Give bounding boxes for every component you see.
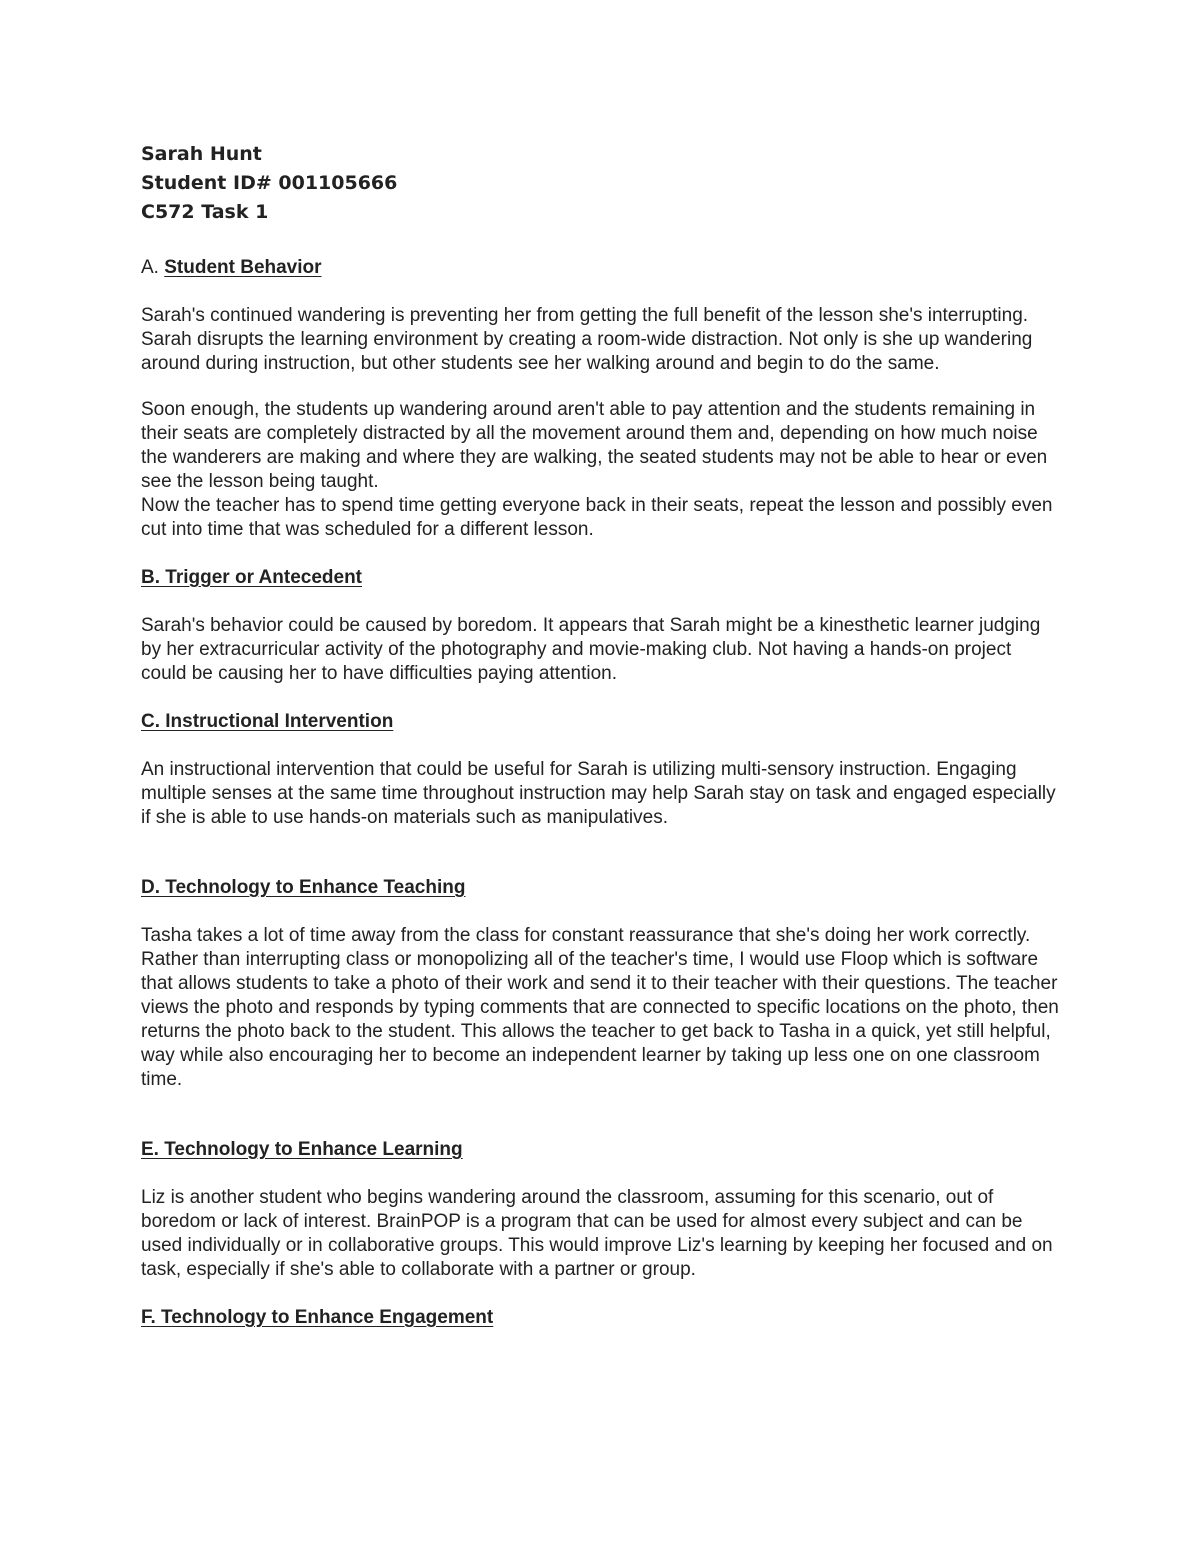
section-a-paragraph-3: Now the teacher has to spend time getting everyone back in their seats, repeat the lesson and possibly even cut into time that was scheduled for a different lesson. <box>141 495 1053 540</box>
section-a-paragraph-1: Sarah's continued wandering is preventing her from getting the full benefit of the lesson she's interrupting. Sarah disrupts the learning environment by creating a room-wide distraction. Not only is she up wandering around during instruction, but other students see her walking around and begin to do the same. <box>141 305 1033 374</box>
section-e-title: E. Technology to Enhance Learning <box>141 1139 463 1160</box>
section-f-heading <box>141 1306 1061 1330</box>
section-a-heading <box>141 256 1061 280</box>
section-f-title: F. Technology to Enhance Engagement <box>141 1307 494 1328</box>
section-e-heading <box>141 1138 1061 1162</box>
section-a-title: Student Behavior <box>164 257 322 278</box>
section-b-paragraph: Sarah's behavior could be caused by boredom. It appears that Sarah might be a kinesthetic learner judging by her extracurricular activity of the photography and movie-making club. Not having a hands-on project could be causing her to have difficulties paying attention. <box>141 615 1041 684</box>
section-d-heading <box>141 876 1061 900</box>
student-id: Student ID# 001105666 <box>141 172 398 194</box>
author-name: Sarah Hunt <box>141 143 262 165</box>
section-b-heading <box>141 566 1061 590</box>
section-d-paragraph: Tasha takes a lot of time away from the class for constant reassurance that she's doing her work correctly. Rather than interrupting class or monopolizing all of the teacher's time, I would use Floop which is software that allows students to take a photo of their work and send it to their teacher with their questions. The teacher views the photo and responds by typing comments that are connected to specific locations on the photo, then returns the photo back to the student. This allows the teacher to get back to Tasha in a quick, yet still helpful, way while also encouraging her to become an independent learner by taking up less one on one classroom time. <box>141 925 1059 1090</box>
section-c-title: C. Instructional Intervention <box>141 711 394 732</box>
document-header <box>141 140 1061 227</box>
section-b-title: B. Trigger or Antecedent <box>141 567 362 588</box>
section-a-paragraph-2: Soon enough, the students up wandering around aren't able to pay attention and the students remaining in their seats are completely distracted by all the movement around them and, depending on how much noise the wanderers are making and where they are walking, the seated students may not be able to hear or even see the lesson being taught. <box>141 399 1048 492</box>
task-label: C572 Task 1 <box>141 201 269 223</box>
document-page <box>141 140 1061 1330</box>
section-a-prefix: A. <box>141 257 165 278</box>
section-e-paragraph: Liz is another student who begins wandering around the classroom, assuming for this scenario, out of boredom or lack of interest. BrainPOP is a program that can be used for almost every subject and can be used individually or in collaborative groups. This would improve Liz's learning by keeping her focused and on task, especially if she's able to collaborate with a partner or group. <box>141 1187 1053 1280</box>
section-d-title: D. Technology to Enhance Teaching <box>141 877 466 898</box>
section-c-heading <box>141 710 1061 734</box>
section-c-paragraph: An instructional intervention that could be useful for Sarah is utilizing multi-sensory instruction. Engaging multiple senses at the same time throughout instruction may help Sarah stay on task and engaged especially if she is able to use hands-on materials such as manipulatives. <box>141 759 1056 828</box>
